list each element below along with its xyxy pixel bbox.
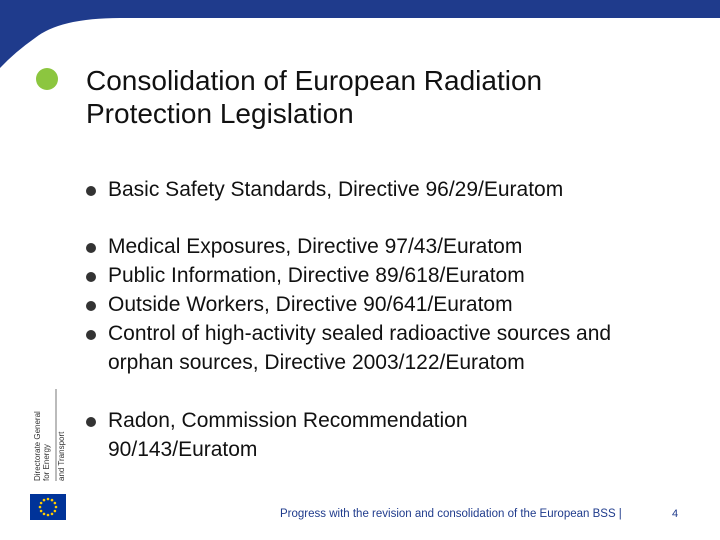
list-item-text: orphan sources, Directive 2003/122/Euratom [108, 351, 525, 374]
list-item-text: Basic Safety Standards, Directive 96/29/Euratom [108, 178, 564, 201]
star [40, 510, 43, 513]
header-band-shape [0, 0, 720, 68]
star [47, 498, 50, 501]
list-item-text: Public Information, Directive 89/618/Euratom [108, 264, 525, 287]
list-item-text: Radon, Commission Recommendation [108, 409, 468, 432]
logo-text-line: and Transport [57, 431, 66, 481]
star [51, 499, 54, 502]
title-bullet-icon [36, 68, 58, 90]
list-item-text: Control of high-activity sealed radioactive sources and [108, 322, 612, 345]
list-item-text: Outside Workers, Directive 90/641/Euratom [108, 293, 513, 316]
slide-title [86, 64, 686, 130]
bullet-icon [86, 243, 96, 253]
bullet-icon [86, 186, 96, 196]
list-item-text: Medical Exposures, Directive 97/43/Euratom [108, 235, 523, 258]
page-number: 4 [672, 508, 679, 520]
title-line: Protection Legislation [86, 98, 354, 129]
star [51, 513, 54, 516]
logo-text-line: for Energy [42, 444, 51, 481]
star [47, 514, 50, 517]
bullet-icon [86, 272, 96, 282]
bullet-icon [86, 330, 96, 340]
list-item [108, 290, 708, 319]
list-item [108, 406, 708, 464]
star [40, 502, 43, 505]
logo-text-line: Directorate General [33, 411, 42, 481]
header-band [0, 0, 720, 70]
star [39, 506, 42, 509]
bullet-icon [86, 417, 96, 427]
list-item [108, 175, 708, 204]
list-item [108, 319, 708, 377]
star [54, 502, 57, 505]
bullet-icon [86, 301, 96, 311]
dg-energy-transport-logo [30, 385, 66, 485]
star [54, 510, 57, 513]
star [43, 513, 46, 516]
list-item [108, 232, 708, 261]
list-item-text: 90/143/Euratom [108, 438, 258, 461]
footer-text: Progress with the revision and consolidation of the European BSS | [280, 508, 622, 520]
star [55, 506, 58, 509]
title-line: Consolidation of European Radiation [86, 65, 543, 96]
star [43, 499, 46, 502]
eu-flag-icon [30, 494, 66, 520]
list-item [108, 261, 708, 290]
